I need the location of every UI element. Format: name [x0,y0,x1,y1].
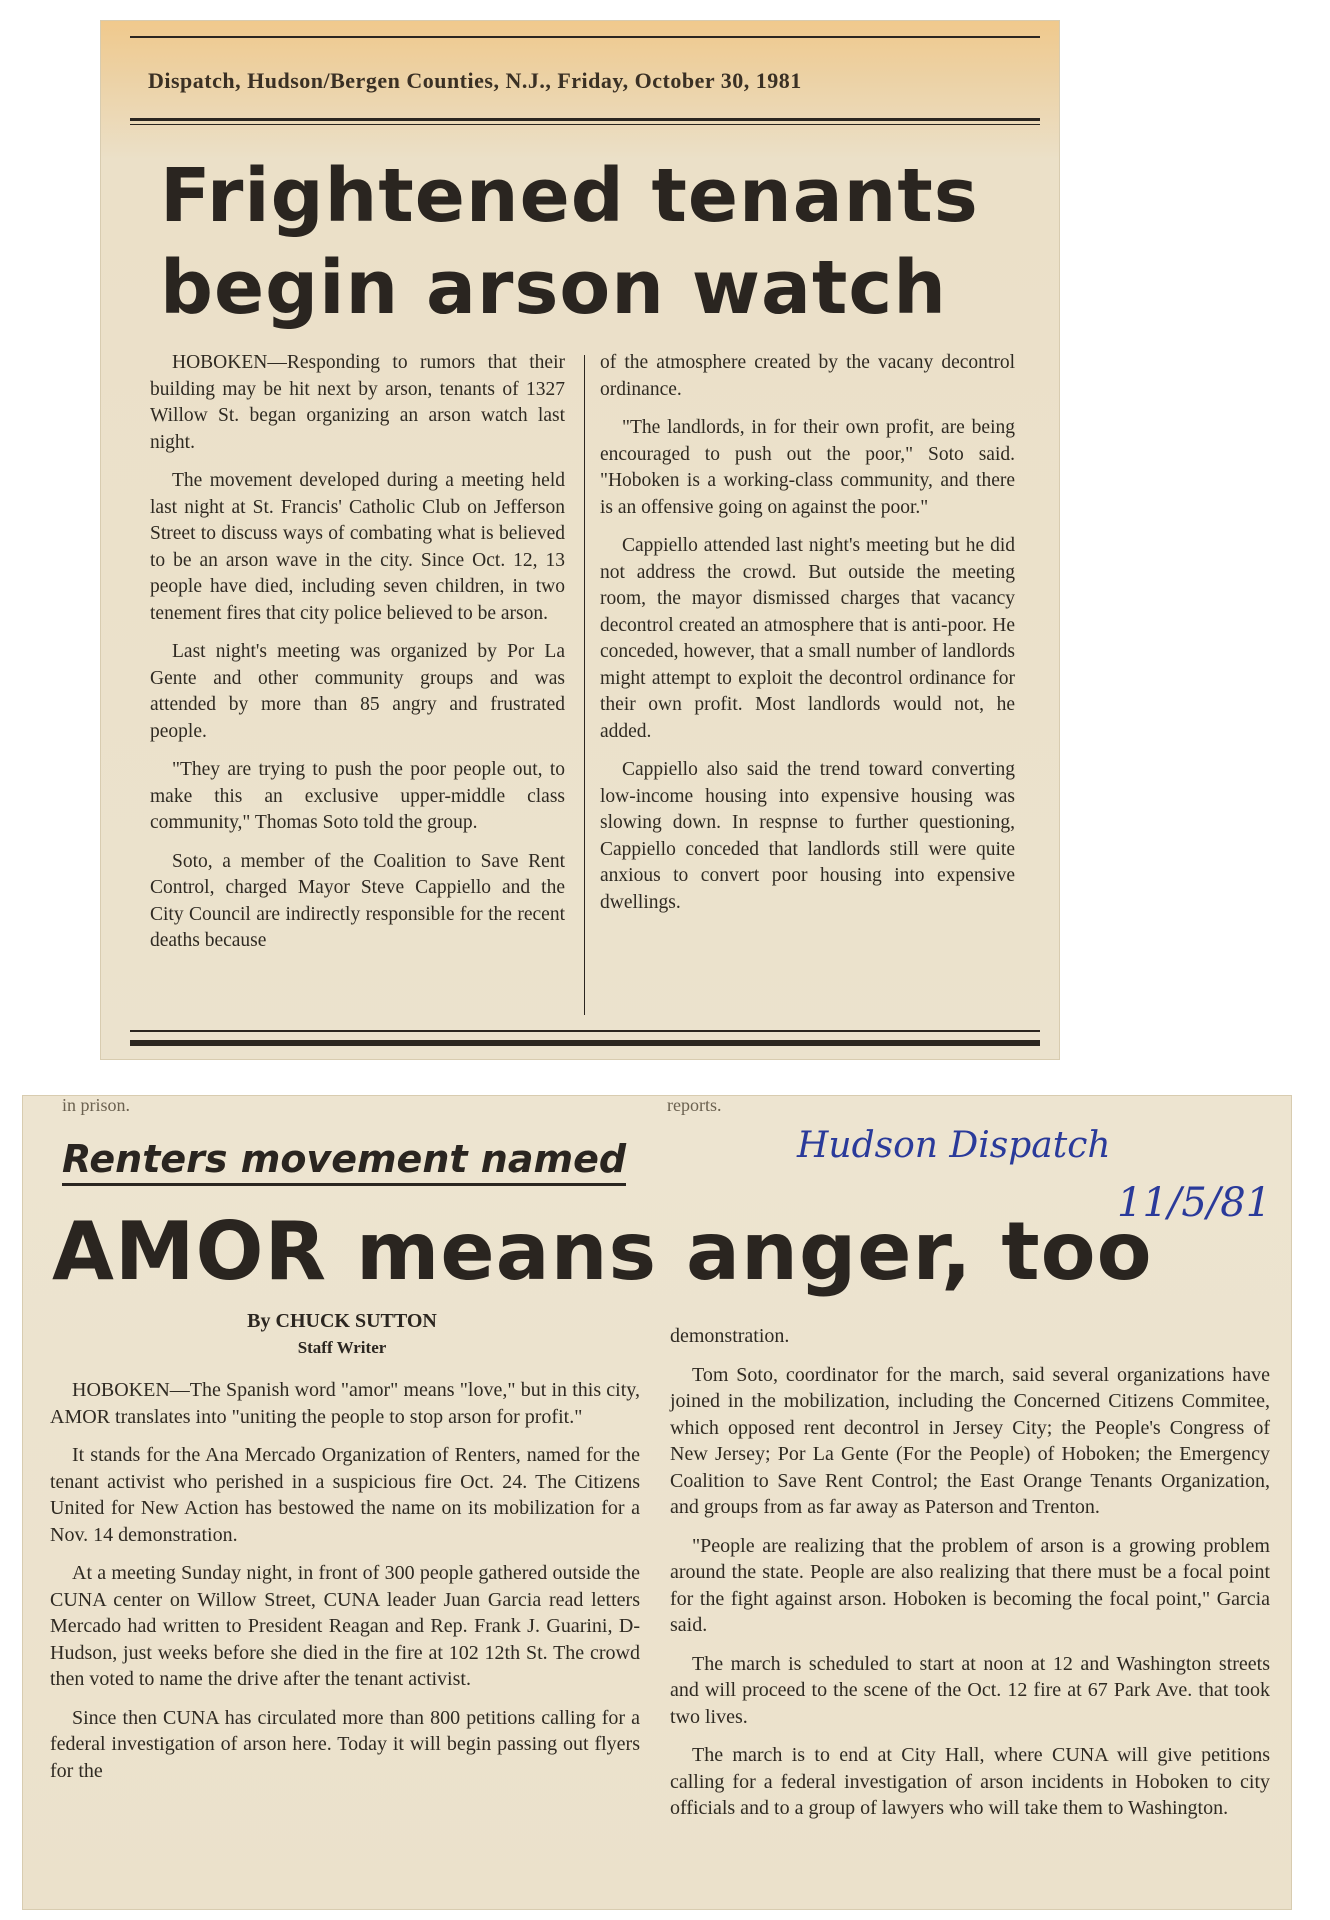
column-1 [50,1377,640,1796]
dateline-rule [130,118,1040,121]
handwritten-date: 11/5/81 [1117,1180,1272,1226]
paragraph: At a meeting Sunday night, in front of 300 people gathered outside the CUNA center on Willow Street, CUNA leader Juan Garcia read letters Mercado had written to President Reagan and Rep. Frank J. Guarini, D-Hudson, just weeks before she died in the fire at 102 12th St. The crowd then voted to name the drive after the tenant activist. [50,1562,640,1690]
paragraph: The movement developed during a meeting held last night at St. Francis' Catholic Club on Jefferson Street to discuss ways of combating what is believed to be an arson wave in the city. Since Oct. 12, 13 people have died, including seven children, in two tenement fires that city police believed to be arson. [150,470,565,624]
headline-line-2: begin arson watch [160,245,947,331]
fragment-right: reports. [667,1095,722,1115]
paragraph: of the atmosphere created by the vacany decontrol ordinance. [600,352,1015,400]
dateline-rule-2 [130,124,1040,125]
paragraph: It stands for the Ana Mercado Organization of Renters, named for the tenant activist who perished in a suspicious fire Oct. 24. The Citizens United for New Action has bestowed the name on its mobilization for a Nov. 14 demonstration. [50,1444,640,1546]
paragraph: Tom Soto, coordinator for the march, said several organizations have joined in the mobilization, including the Concerned Citizens Commitee, which opposed rent decontrol in Jersey City; the People's Congress of New Jersey; Por La Gente (For the People) of Hoboken; the Emergency Coalition to Save Rent Control; the East Orange Tenants Organization, and groups from as far away as Paterson and Trenton. [670,1363,1270,1518]
column-divider [584,355,585,1015]
bottom-rule-thick [130,1040,1040,1046]
headline [160,150,1040,334]
paragraph: Cappiello also said the trend toward converting low-income housing into expensive housing was slowing down. In respnse to further questioning, Cappiello conceded that landlords still were quite anxious to convert poor housing into expensive dwellings. [600,759,1015,913]
paragraph: Soto, a member of the Coalition to Save Rent Control, charged Mayor Steve Cappiello and the City Council are indirectly responsible for the recent deaths because [150,850,565,951]
paragraph: Last night's meeting was organized by Por La Gente and other community groups and was attended by more than 85 angry and frustrated people. [150,641,565,742]
bottom-rule [130,1030,1040,1032]
paragraph: "People are realizing that the problem of arson is a growing problem around the state. People are also realizing that there must be a focal point for the fight against arson. Hoboken is becoming the focal point," Garcia said. [670,1534,1270,1636]
clipping-arson-watch [100,20,1060,1060]
staff-writer: Staff Writer [297,1338,387,1357]
fragment-left: in prison. [62,1095,131,1115]
headline-line-1: Frightened tenants [160,153,979,239]
kicker: Renters movement named [62,1137,626,1186]
paragraph: Since then CUNA has circulated more than 800 petitions calling for a federal investigation of arson here. Today it will begin passing out flyers for the [50,1706,640,1782]
paragraph: "The landlords, in for their own profit, are being encouraged to push out the poor," Soto said. "Hoboken is a working-class community, and there is an offensive going on against the poor." [600,417,1015,518]
clipping-amor [22,1095,1292,1910]
column-2 [670,1323,1270,1834]
paragraph: Cappiello attended last night's meeting but he did not address the crowd. But outside the meeting room, the mayor dismissed charges that vacancy decontrol created an atmosphere that is anti-poor. He conceded, however, that a small number of landlords might attempt to exploit the decontrol ordinance for their own profit. Most landlords would not, he added. [600,535,1015,742]
top-rule [130,36,1040,38]
paragraph: demonstration. [670,1325,790,1347]
headline: AMOR means anger, too [52,1205,1153,1298]
paragraph: "They are trying to push the poor people out, to make this an exclusive upper-middle class community," Thomas Soto told the group. [150,759,565,833]
byline: By CHUCK SUTTON [247,1310,437,1332]
paragraph: HOBOKEN—The Spanish word "amor" means "love," but in this city, AMOR translates into "uniting the people to stop arson for profit." [50,1379,640,1428]
paragraph: The march is scheduled to start at noon at 12 and Washington streets and will proceed to the scene of the Oct. 12 fire at 67 Park Ave. that took two lives. [670,1652,1270,1728]
dateline: Dispatch, Hudson/Bergen Counties, N.J., Friday, October 30, 1981 [148,68,802,93]
column-1 [150,350,565,967]
column-2 [600,350,1015,928]
handwritten-source: Hudson Dispatch [797,1125,1111,1166]
paragraph: HOBOKEN—Responding to rumors that their building may be hit next by arson, tenants of 1327 Willow St. began organizing an arson watch last night. [150,352,565,453]
paragraph: The march is to end at City Hall, where CUNA will give petitions calling for a federal investigation of arson incidents in Hoboken to city officials and to a group of lawyers who will take them to Washington. [670,1744,1270,1819]
